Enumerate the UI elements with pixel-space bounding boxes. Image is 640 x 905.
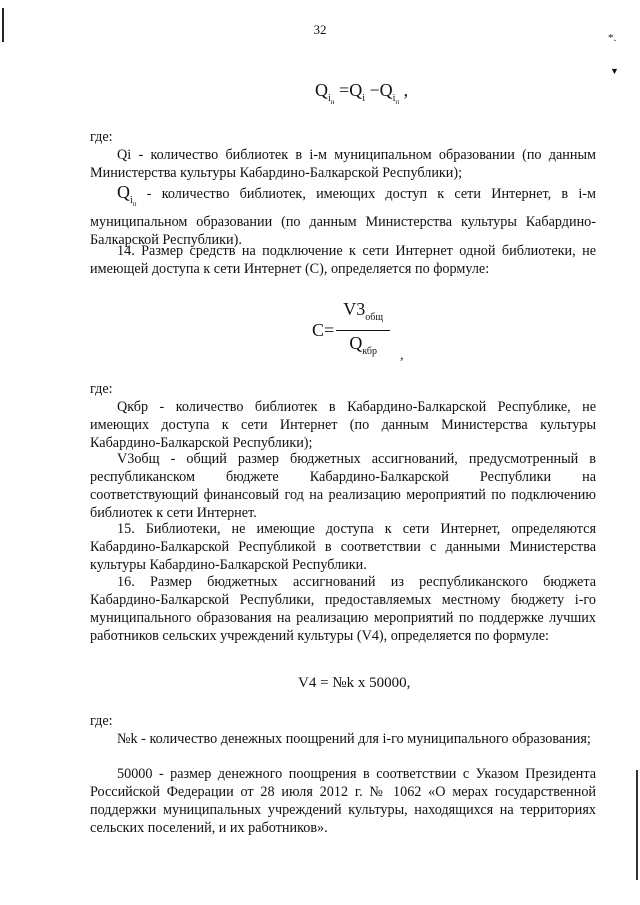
definition-qi: Qi - количество библиотек в i-м муниципальном образовании (по данным Министерства культуры Кабардино-Балкарской Республики); [90, 147, 596, 181]
definition-qip: $Q_{i_п}$ - количество библиотек, имеющих доступ к сети Интернет, в i-м муниципальном образовании (по данным Министерства культуры Кабардино-Балкарской Республики). [90, 182, 596, 248]
scan-speck: *. [608, 32, 617, 44]
formula-c-comma: , [400, 348, 404, 363]
scan-edge-right [636, 770, 638, 880]
paragraph-16: 16. Размер бюджетных ассигнований из республиканского бюджета Кабардино-Балкарской Республики, предоставляемых местному бюджету i-го муниципального образования на реализацию мероприятий по поддержке лучших работников сельских учреждений культуры (V4), определяется по формуле: [90, 574, 596, 644]
formula-c: C= $\frac{V3_{общ}}{Q_{кбр}}$ [312, 298, 390, 363]
page-number: 32 [313, 22, 327, 37]
paragraph-15: 15. Библиотеки, не имеющие доступа к сети Интернет, определяются Кабардино-Балкарской Республикой в соответствии с данными Министерства культуры Кабардино-Балкарской Республики. [90, 521, 596, 573]
scan-speck: ▼ [610, 66, 619, 76]
formula-v4: V4 = №k x 50000, [298, 675, 411, 691]
formula-qin: $Q_{i_н} =Q_i -Q_{i_п}$ , [315, 80, 409, 106]
definition-v3: V3общ - общий размер бюджетных ассигнований, предусмотренный в республиканском бюджете Кабардино-Балкарской Республики на соответствующий финансовый год на реализацию мероприятий по подключению библиотек к сети Интернет. [90, 451, 596, 521]
where-label: где: [90, 713, 113, 729]
definition-50000: 50000 - размер денежного поощрения в соответствии с Указом Президента Российской Федерации от 28 июля 2012 г. № 1062 «О мерах государственной поддержки муниципальных учреждений культуры, находящихся на территориях сельских поселений, и их работников». [90, 766, 596, 836]
where-label: где: [90, 129, 113, 145]
paragraph-14: 14. Размер средств на подключение к сети Интернет одной библиотеки, не имеющей доступа к сети Интернет (С), определяется по формуле: [90, 243, 596, 277]
where-label: где: [90, 381, 113, 397]
definition-nk: №k - количество денежных поощрений для i-го муниципального образования; [117, 731, 591, 747]
definition-qkbr: Qкбр - количество библиотек в Кабардино-Балкарской Республике, не имеющих доступа к сети Интернет (по данным Министерства культуры Кабардино-Балкарской Республики); [90, 399, 596, 451]
